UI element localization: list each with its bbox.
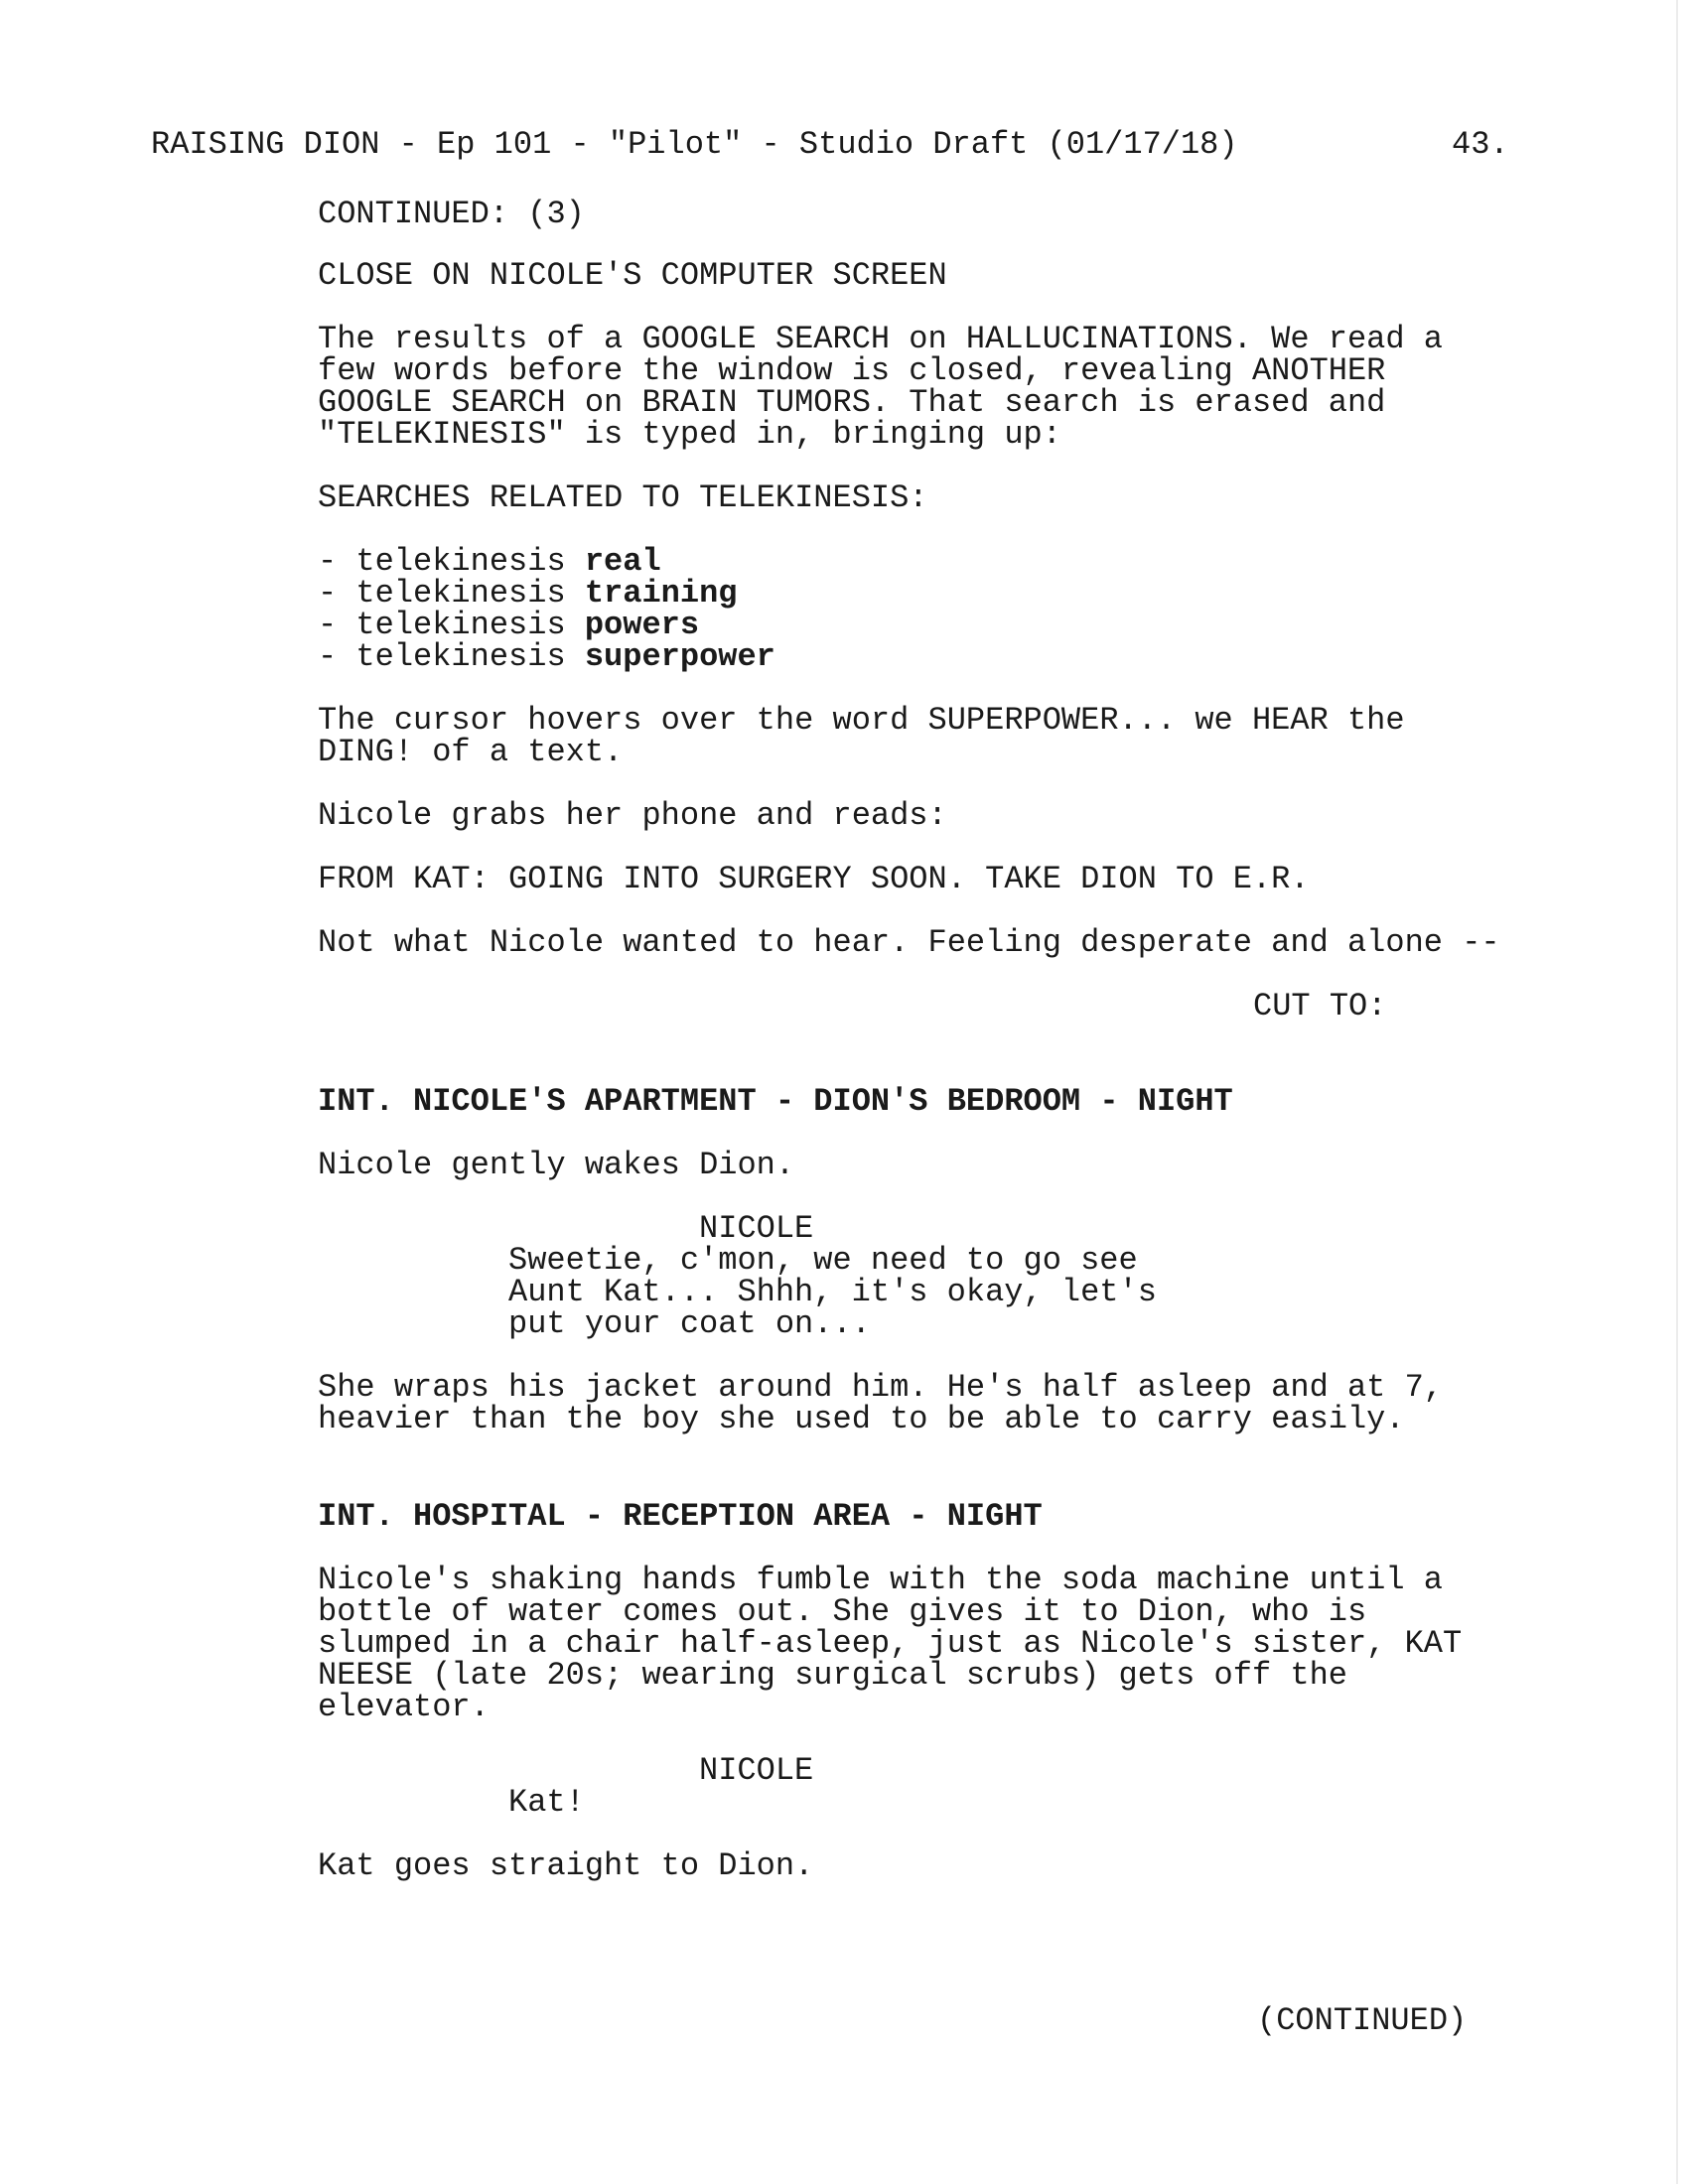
action-line: Nicole gently wakes Dion.	[318, 1147, 795, 1183]
action-line: bottle of water comes out. She gives it to Dion, who is	[318, 1593, 1367, 1630]
header-title: RAISING DION - Ep 101 - "Pilot" - Studio Draft (01/17/18)	[151, 126, 1238, 163]
search-item	[318, 607, 700, 643]
shot-heading: CLOSE ON NICOLE'S COMPUTER SCREEN	[318, 257, 947, 294]
action-line: Nicole's shaking hands fumble with the soda machine until a	[318, 1562, 1443, 1598]
action-line: NEESE (late 20s; wearing surgical scrubs) gets off the	[318, 1657, 1347, 1694]
search-item	[318, 638, 775, 675]
character-name: NICOLE	[699, 1210, 814, 1247]
action-line: GOOGLE SEARCH on BRAIN TUMORS. That search is erased and	[318, 384, 1386, 421]
search-item-prefix: - telekinesis	[318, 543, 585, 580]
action-line: The results of a GOOGLE SEARCH on HALLUCINATIONS. We read a	[318, 321, 1443, 357]
action-line: few words before the window is closed, revealing ANOTHER	[318, 352, 1386, 389]
action-line: elevator.	[318, 1689, 490, 1725]
action-line: slumped in a chair half-asleep, just as Nicole's sister, KAT	[318, 1625, 1463, 1662]
search-item-prefix: - telekinesis	[318, 638, 585, 675]
continued-marker: CONTINUED: (3)	[318, 196, 585, 232]
action-line: Kat goes straight to Dion.	[318, 1847, 814, 1884]
dialogue-line: Aunt Kat... Shhh, it's okay, let's	[508, 1274, 1157, 1310]
page-number: 43.	[1452, 126, 1509, 163]
page-edge-mark	[1676, 0, 1678, 2184]
search-item-prefix: - telekinesis	[318, 575, 585, 612]
action-line: Nicole grabs her phone and reads:	[318, 797, 947, 834]
search-item-term: training	[584, 575, 738, 612]
search-item-term: real	[584, 543, 661, 580]
action-line: She wraps his jacket around him. He's half asleep and at 7,	[318, 1369, 1443, 1406]
search-item-term: powers	[584, 607, 700, 643]
action-line: Not what Nicole wanted to hear. Feeling desperate and alone --	[318, 924, 1500, 961]
action-line: "TELEKINESIS" is typed in, bringing up:	[318, 416, 1061, 453]
scene-heading: INT. NICOLE'S APARTMENT - DION'S BEDROOM - NIGHT	[318, 1083, 1233, 1120]
search-item	[318, 543, 661, 580]
search-item	[318, 575, 738, 612]
search-item-prefix: - telekinesis	[318, 607, 585, 643]
search-item-term: superpower	[584, 638, 775, 675]
dialogue-line: Kat!	[508, 1784, 585, 1821]
searches-heading: SEARCHES RELATED TO TELEKINESIS:	[318, 479, 928, 516]
dialogue-line: put your coat on...	[508, 1305, 871, 1342]
action-line: The cursor hovers over the word SUPERPOWER... we HEAR the	[318, 702, 1405, 739]
character-name: NICOLE	[699, 1752, 814, 1789]
action-line: DING! of a text.	[318, 734, 624, 770]
continued-footer: (CONTINUED)	[1257, 2002, 1468, 2039]
dialogue-line: Sweetie, c'mon, we need to go see	[508, 1242, 1138, 1279]
scene-heading: INT. HOSPITAL - RECEPTION AREA - NIGHT	[318, 1498, 1043, 1535]
action-line: heavier than the boy she used to be able to carry easily.	[318, 1401, 1405, 1437]
text-message: FROM KAT: GOING INTO SURGERY SOON. TAKE DION TO E.R.	[318, 861, 1310, 897]
transition: CUT TO:	[1253, 988, 1387, 1024]
